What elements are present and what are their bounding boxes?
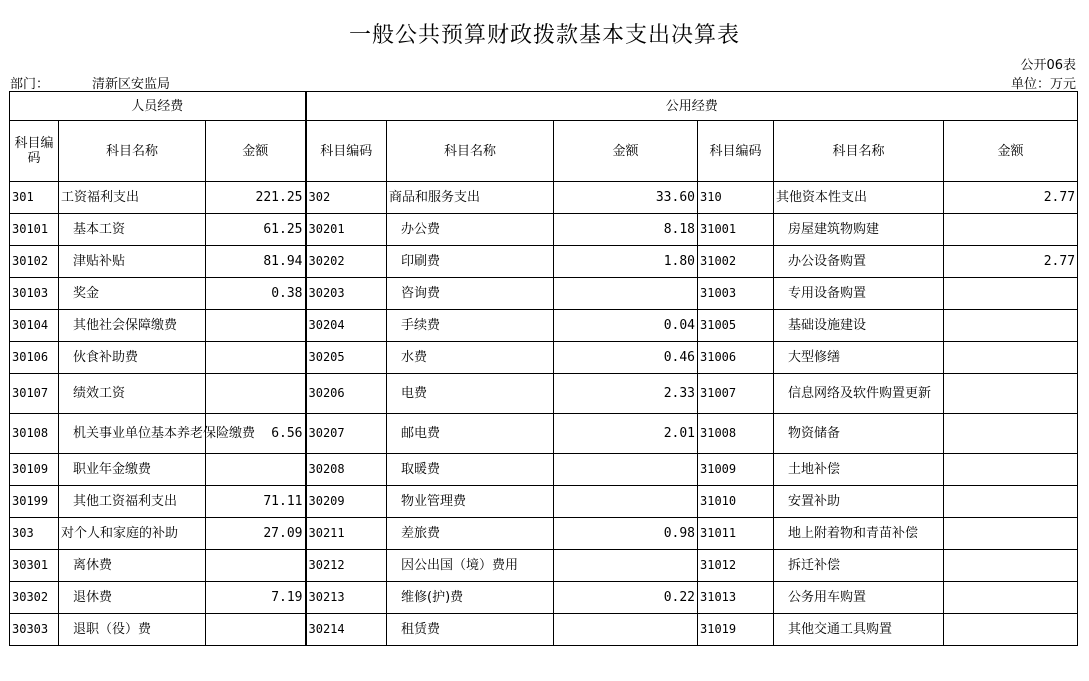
cell-code: 30214: [306, 614, 387, 646]
cell-name: 物业管理费: [387, 486, 554, 518]
header-amount: 金额: [944, 121, 1078, 182]
cell-name: 离休费: [59, 550, 206, 582]
cell-amount: [554, 486, 698, 518]
report-title: 一般公共预算财政拨款基本支出决算表: [348, 23, 740, 48]
cell-name: 其他交通工具购置: [774, 614, 944, 646]
cell-name: 安置补助: [774, 486, 944, 518]
header-code: 科目编码: [10, 121, 59, 182]
cell-amount: 61.25: [206, 214, 306, 246]
cell-amount: 1.80: [554, 246, 698, 278]
cell-amount: [944, 310, 1078, 342]
table-row: [10, 342, 1078, 374]
cell-amount: 221.25: [206, 182, 306, 214]
cell-code: 30205: [306, 342, 387, 374]
cell-amount: 2.77: [944, 182, 1078, 214]
header-name: 科目名称: [59, 121, 206, 182]
cell-name: 办公设备购置: [774, 246, 944, 278]
cell-amount: 8.18: [554, 214, 698, 246]
cell-name: 地上附着物和青苗补偿: [774, 518, 944, 550]
cell-amount: [944, 454, 1078, 486]
cell-amount: 2.01: [554, 414, 698, 454]
cell-code: 30213: [306, 582, 387, 614]
cell-name: 差旅费: [387, 518, 554, 550]
cell-amount: [554, 550, 698, 582]
cell-code: 302: [306, 182, 387, 214]
cell-name: 其他资本性支出: [774, 182, 944, 214]
group-public: 公用经费: [306, 92, 1078, 121]
cell-code: 31007: [698, 374, 774, 414]
cell-amount: [944, 614, 1078, 646]
cell-name: 办公费: [387, 214, 554, 246]
cell-name: 奖金: [59, 278, 206, 310]
cell-code: 30199: [10, 486, 59, 518]
cell-code: 30302: [10, 582, 59, 614]
cell-code: 30109: [10, 454, 59, 486]
header-amount: 金额: [554, 121, 698, 182]
cell-amount: 27.09: [206, 518, 306, 550]
cell-code: 31019: [698, 614, 774, 646]
cell-name: 津贴补贴: [59, 246, 206, 278]
cell-name: 专用设备购置: [774, 278, 944, 310]
cell-amount: [554, 278, 698, 310]
cell-code: 31006: [698, 342, 774, 374]
cell-amount: [206, 342, 306, 374]
cell-name: 咨询费: [387, 278, 554, 310]
cell-name: 房屋建筑物购建: [774, 214, 944, 246]
cell-name: 印刷费: [387, 246, 554, 278]
cell-name: 维修(护)费: [387, 582, 554, 614]
cell-code: 30208: [306, 454, 387, 486]
cell-name: 手续费: [387, 310, 554, 342]
cell-amount: [206, 550, 306, 582]
cell-amount: 0.98: [554, 518, 698, 550]
cell-code: 30209: [306, 486, 387, 518]
cell-code: 31013: [698, 582, 774, 614]
cell-name: 大型修缮: [774, 342, 944, 374]
table-row: [10, 414, 1078, 454]
cell-name: 电费: [387, 374, 554, 414]
cell-amount: [944, 518, 1078, 550]
table-row: [10, 614, 1078, 646]
table-row: [10, 182, 1078, 214]
cell-code: 31009: [698, 454, 774, 486]
cell-amount: [944, 582, 1078, 614]
cell-code: 30301: [10, 550, 59, 582]
cell-code: 30211: [306, 518, 387, 550]
table-row: [10, 278, 1078, 310]
cell-code: 30206: [306, 374, 387, 414]
cell-code: 30106: [10, 342, 59, 374]
cell-name: 绩效工资: [59, 374, 206, 414]
cell-name: 伙食补助费: [59, 342, 206, 374]
cell-code: 31003: [698, 278, 774, 310]
cell-name: 工资福利支出: [59, 182, 206, 214]
cell-amount: 2.33: [554, 374, 698, 414]
cell-amount: 0.04: [554, 310, 698, 342]
cell-amount: 33.60: [554, 182, 698, 214]
cell-name: 基本工资: [59, 214, 206, 246]
cell-amount: 0.46: [554, 342, 698, 374]
cell-amount: [554, 614, 698, 646]
cell-code: 30108: [10, 414, 59, 454]
table-row: [10, 486, 1078, 518]
cell-amount: 7.19: [206, 582, 306, 614]
header-name: 科目名称: [774, 121, 944, 182]
cell-amount: [944, 486, 1078, 518]
cell-name: 水费: [387, 342, 554, 374]
cell-name: 拆迁补偿: [774, 550, 944, 582]
cell-amount: 81.94: [206, 246, 306, 278]
cell-name: 商品和服务支出: [387, 182, 554, 214]
cell-name: 对个人和家庭的补助: [59, 518, 206, 550]
cell-name: 信息网络及软件购置更新: [774, 374, 944, 414]
cell-code: 30201: [306, 214, 387, 246]
cell-name: 物资储备: [774, 414, 944, 454]
department-name: 清新区安监局: [92, 77, 171, 92]
unit-label: 单位：万元: [1010, 77, 1076, 92]
cell-amount: [206, 454, 306, 486]
cell-code: 30203: [306, 278, 387, 310]
cell-amount: [944, 214, 1078, 246]
cell-amount: 0.22: [554, 582, 698, 614]
cell-code: 31001: [698, 214, 774, 246]
cell-code: 30202: [306, 246, 387, 278]
cell-amount: [944, 374, 1078, 414]
cell-name: 取暖费: [387, 454, 554, 486]
cell-code: 31005: [698, 310, 774, 342]
table-row: [10, 518, 1078, 550]
cell-amount: [944, 550, 1078, 582]
cell-name: 职业年金缴费: [59, 454, 206, 486]
cell-amount: [206, 614, 306, 646]
group-personnel: 人员经费: [10, 92, 306, 121]
cell-name: 因公出国（境）费用: [387, 550, 554, 582]
cell-code: 31012: [698, 550, 774, 582]
cell-amount: [206, 374, 306, 414]
cell-code: 31002: [698, 246, 774, 278]
cell-name: 租赁费: [387, 614, 554, 646]
form-code: 公开06表: [1020, 58, 1076, 73]
cell-name: 机关事业单位基本养老保险缴费: [59, 414, 206, 454]
cell-amount: [554, 454, 698, 486]
department-label: 部门：: [10, 77, 50, 92]
cell-amount: [944, 342, 1078, 374]
cell-code: 30204: [306, 310, 387, 342]
cell-code: 31011: [698, 518, 774, 550]
group-header-row: [10, 92, 1078, 121]
cell-amount: [944, 414, 1078, 454]
header-code: 科目编码: [306, 121, 387, 182]
cell-amount: 0.38: [206, 278, 306, 310]
cell-code: 31008: [698, 414, 774, 454]
cell-code: 303: [10, 518, 59, 550]
cell-code: 30107: [10, 374, 59, 414]
header-amount: 金额: [206, 121, 306, 182]
cell-name: 退休费: [59, 582, 206, 614]
cell-code: 301: [10, 182, 59, 214]
cell-name: 邮电费: [387, 414, 554, 454]
header-code: 科目编码: [698, 121, 774, 182]
cell-code: 30303: [10, 614, 59, 646]
cell-name: 其他社会保障缴费: [59, 310, 206, 342]
table-row: [10, 214, 1078, 246]
table-row: [10, 374, 1078, 414]
cell-name: 公务用车购置: [774, 582, 944, 614]
cell-code: 30103: [10, 278, 59, 310]
cell-amount: [206, 310, 306, 342]
cell-code: 310: [698, 182, 774, 214]
cell-code: 30101: [10, 214, 59, 246]
table-row: [10, 454, 1078, 486]
expenditure-table: [9, 91, 1078, 646]
cell-code: 30102: [10, 246, 59, 278]
cell-amount: [944, 278, 1078, 310]
table-row: [10, 246, 1078, 278]
cell-amount: 71.11: [206, 486, 306, 518]
cell-code: 30212: [306, 550, 387, 582]
cell-name: 退职（役）费: [59, 614, 206, 646]
cell-name: 其他工资福利支出: [59, 486, 206, 518]
cell-amount: 2.77: [944, 246, 1078, 278]
cell-name: 基础设施建设: [774, 310, 944, 342]
cell-code: 31010: [698, 486, 774, 518]
header-name: 科目名称: [387, 121, 554, 182]
table-row: [10, 582, 1078, 614]
cell-amount: 6.56: [206, 414, 306, 454]
table-row: [10, 310, 1078, 342]
cell-name: 土地补偿: [774, 454, 944, 486]
table-row: [10, 550, 1078, 582]
column-header-row: [10, 121, 1078, 182]
cell-code: 30104: [10, 310, 59, 342]
cell-code: 30207: [306, 414, 387, 454]
